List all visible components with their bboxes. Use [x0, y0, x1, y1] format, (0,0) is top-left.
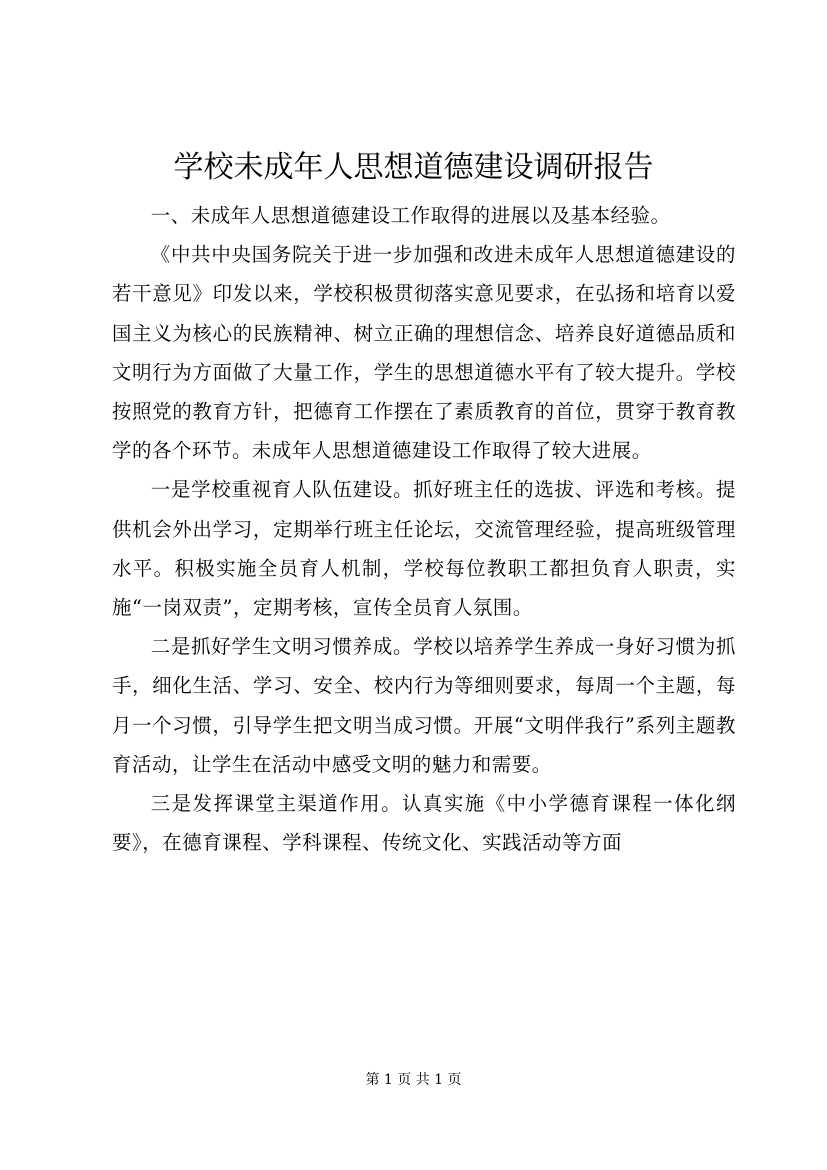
paragraph-section-heading: 一、未成年人思想道德建设工作取得的进展以及基本经验。 [150, 204, 671, 227]
page-footer: 第 1 页 共 1 页 [365, 1072, 462, 1088]
paragraph-point-two: 二是抓好学生文明习惯养成。学校以培养学生养成一身好习惯为抓手，细化生活、学习、安全、校内行为等细则要求，每周一个主题，每月一个习惯，引导学生把文明当成习惯。开展“文明伴我行”系列主题教育活动，让学生在活动中感受文明的魅力和需要。 [112, 635, 736, 776]
paragraph-point-one: 一是学校重视育人队伍建设。抓好班主任的选拔、评选和考核。提供机会外出学习，定期举行班主任论坛，交流管理经验，提高班级管理水平。积极实施全员育人机制，学校每位教职工都担负育人职责，实施“一岗双责”，定期考核，宣传全员育人氛围。 [112, 478, 736, 620]
document-title: 学校未成年人思想道德建设调研报告 [173, 150, 654, 185]
paragraph-intro: 《中共中央国务院关于进一步加强和改进未成年人思想道德建设的若干意见》印发以来，学校积极贯彻落实意见要求，在弘扬和培育以爱国主义为核心的民族精神、树立正确的理想信念、培养良好道德品质和文明行为方面做了大量工作，学生的思想道德水平有了较大提升。学校按照党的教育方针，把德育工作摆在了素质教育的首位，贯穿于教育教学的各个环节。未成年人思想道德建设工作取得了较大进展。 [112, 243, 736, 463]
document-body [112, 196, 736, 862]
paragraph-point-three: 三是发挥课堂主渠道作用。认真实施《中小学德育课程一体化纲要》，在德育课程、学科课程、传统文化、实践活动等方面 [112, 792, 736, 855]
